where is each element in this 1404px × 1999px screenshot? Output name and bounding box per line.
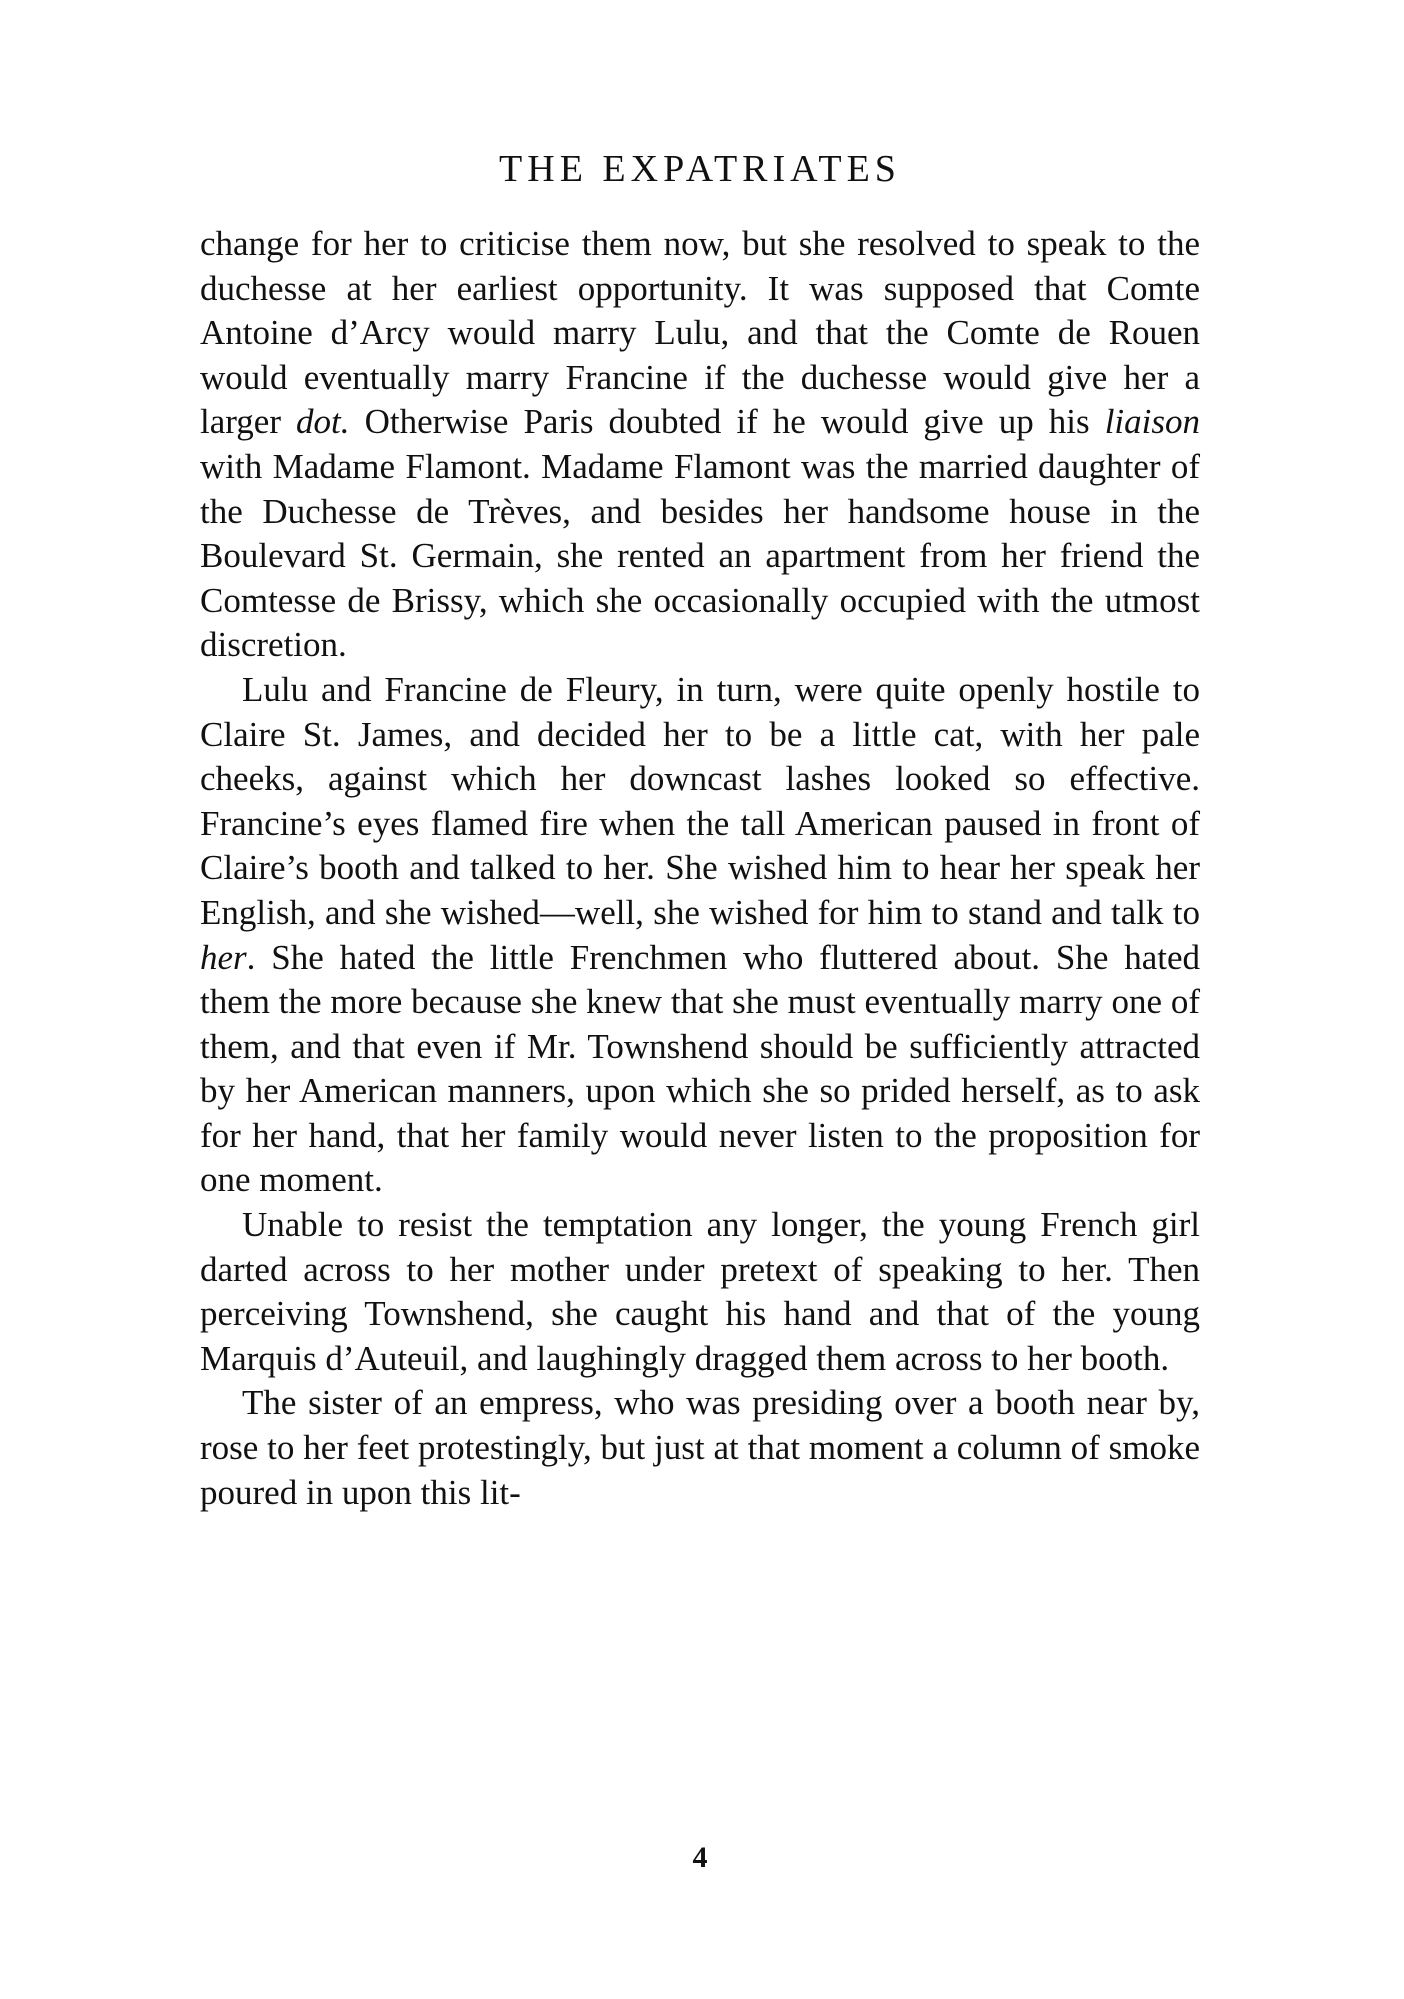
body-text [200, 222, 1200, 1515]
text-run: with Madame Flamont. Madame Flamont was the married daughter of the Duchesse de Trèves, and besides her handsome house in the Boulevard St. Germain, she rented an apartment from her friend the Comtesse de Brissy, which she occasionally occupied with the utmost discretion. [200, 446, 1200, 665]
running-head: THE EXPATRIATES [499, 148, 901, 190]
paragraph-3 [200, 1203, 1200, 1381]
text-run: Unable to resist the temptation any longer, the young French girl darted across to her mother under pretext of speaking to her. Then perceiving Townshend, she caught his hand and that of the young Marquis d’Auteuil, and laughingly dragged them across to her booth. [200, 1205, 1200, 1378]
paragraph-2 [200, 668, 1200, 1203]
paragraph-4 [200, 1381, 1200, 1515]
italic-run: dot. [296, 402, 350, 442]
page-number: 4 [692, 1841, 708, 1874]
text-run: Lulu and Francine de Fleury, in turn, were quite openly hostile to Claire St. James, and decided her to be a little cat, with her pale cheeks, against which her downcast lashes looked so effective. Francine’s eyes flamed fire when the tall American paused in front of Claire’s booth and talked to her. She wished him to hear her speak her English, and she wished—well, she wished for him to stand and talk to [200, 669, 1200, 932]
italic-run: liaison [1104, 402, 1200, 442]
text-run: The sister of an empress, who was presiding over a booth near by, rose to her feet protestingly, but just at that moment a column of smoke poured in upon this lit- [200, 1383, 1200, 1512]
text-run: change for her to criticise them now, but she resolved to speak to the duchesse at her earliest opportunity. It was supposed that Comte Antoine d’Arcy would marry Lulu, and that the Comte de Rouen would eventually marry Francine if the duchesse would give her a larger [200, 224, 1200, 442]
text-run: . She hated the little Frenchmen who fluttered about. She hated them the more because she knew that she must eventually marry one of them, and that even if Mr. Townshend should be sufficiently attracted by her American manners, upon which she so prided herself, as to ask for her hand, that her family would never listen to the proposition for one moment. [200, 937, 1200, 1200]
italic-run: her [200, 937, 247, 977]
text-run: Otherwise Paris doubted if he would give up his [349, 402, 1105, 442]
paragraph-1 [200, 222, 1200, 668]
